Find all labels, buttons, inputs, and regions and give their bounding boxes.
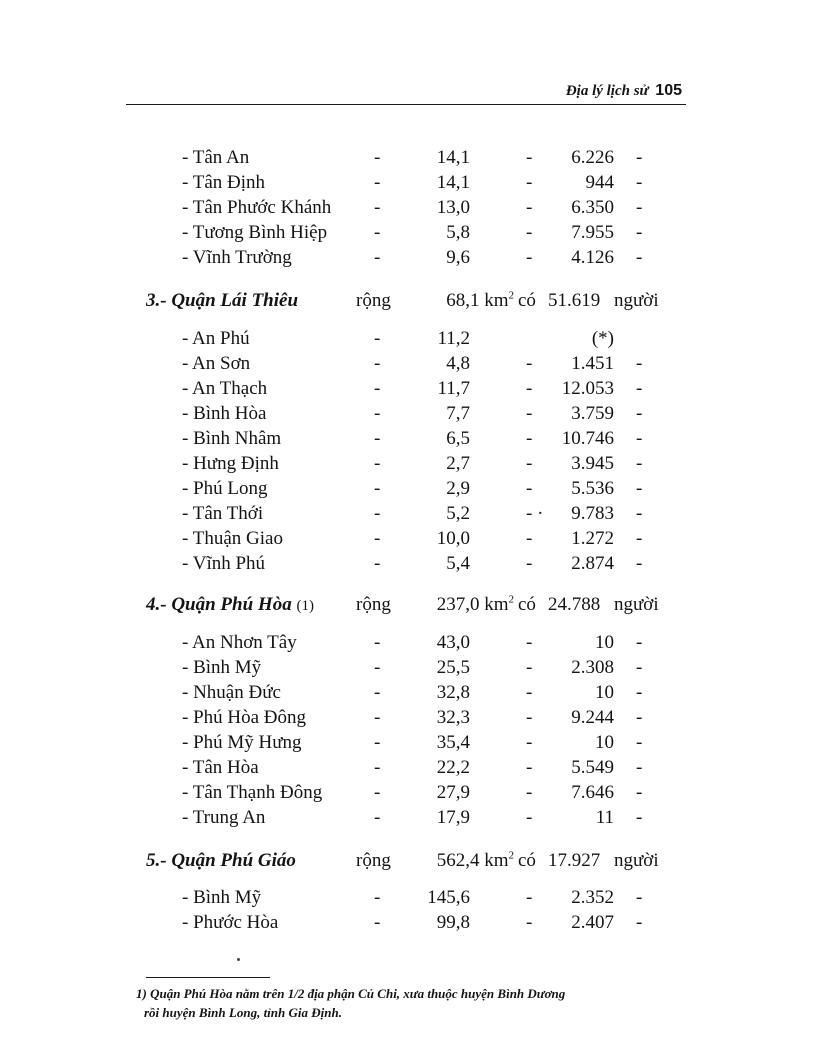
separator-dash: - <box>636 807 643 828</box>
area-exponent: 2 <box>508 593 514 606</box>
separator-dash: - · <box>526 503 544 524</box>
separator-dash: - <box>374 197 381 218</box>
area-value: 9,6 <box>446 247 470 268</box>
separator-dash: - <box>374 807 381 828</box>
population-value: 6.350 <box>571 197 614 218</box>
footnote-line-2: rồi huyện Bình Long, tỉnh Gia Định. <box>144 1005 342 1020</box>
separator-dash: - <box>526 782 533 803</box>
separator-dash: - <box>636 478 643 499</box>
separator-dash: - <box>526 222 533 243</box>
separator-dash: - <box>374 887 381 908</box>
separator-dash: - <box>636 503 643 524</box>
district-area-text: 68,1 km <box>446 290 509 311</box>
commune-name: - Bình Mỹ <box>182 887 262 908</box>
separator-dash: - <box>636 528 643 549</box>
separator-dash: - <box>526 172 533 193</box>
area-value: 7,7 <box>446 403 470 424</box>
commune-name: - Bình Nhâm <box>182 428 282 449</box>
area-value: 6,5 <box>446 428 470 449</box>
separator-dash: - <box>374 222 381 243</box>
commune-name: - Vĩnh Phú <box>182 553 266 574</box>
population-value: 7.955 <box>571 222 614 243</box>
separator-dash: - <box>374 478 381 499</box>
separator-dash: - <box>636 403 643 424</box>
area-value: 99,8 <box>436 912 470 933</box>
separator-dash: - <box>636 197 643 218</box>
population-value: 2.407 <box>571 912 614 933</box>
district-area <box>410 592 514 618</box>
population-value: 1.451 <box>571 353 614 374</box>
district-title-text: 5.- Quận Phú Giáo <box>146 850 296 871</box>
population-value: 10 <box>595 682 614 703</box>
separator-dash: - <box>526 528 533 549</box>
district-population: 17.927 <box>548 850 601 871</box>
running-header <box>126 82 686 105</box>
population-unit: người <box>614 290 659 311</box>
separator-dash: - <box>526 682 533 703</box>
separator-dash: - <box>526 553 533 574</box>
separator-dash: - <box>636 247 643 268</box>
separator-dash: - <box>374 553 381 574</box>
separator-dash: - <box>526 247 533 268</box>
footnote-line-1: 1) Quận Phú Hòa nằm trên 1/2 địa phận Củ Chi, xưa thuộc huyện Bình Dương <box>136 986 566 1001</box>
district-title-text: 4.- Quận Phú Hòa <box>146 594 292 615</box>
population-label: có <box>518 850 536 871</box>
population-value: 3.759 <box>571 403 614 424</box>
separator-dash: - <box>636 632 643 653</box>
area-value: 11,7 <box>437 378 470 399</box>
commune-name: - Tân Định <box>182 172 266 193</box>
separator-dash: - <box>374 403 381 424</box>
separator-dash: - <box>636 428 643 449</box>
population-value: 4.126 <box>571 247 614 268</box>
population-unit: người <box>614 850 659 871</box>
commune-name: - Tân Phước Khánh <box>182 197 332 218</box>
population-value: 5.536 <box>571 478 614 499</box>
separator-dash: - <box>636 453 643 474</box>
footnote <box>136 984 696 1022</box>
footnote-ref: (1) <box>296 598 314 614</box>
separator-dash: - <box>374 657 381 678</box>
separator-dash: - <box>526 757 533 778</box>
population-unit: người <box>614 594 659 615</box>
area-value: 5,4 <box>446 553 470 574</box>
area-value: 145,6 <box>427 887 470 908</box>
population-value: 10 <box>595 632 614 653</box>
separator-dash: - <box>374 632 381 653</box>
separator-dash: - <box>636 782 643 803</box>
area-value: 22,2 <box>436 757 470 778</box>
area-value: 4,8 <box>446 353 470 374</box>
commune-name: - An Nhơn Tây <box>182 632 297 653</box>
district-area <box>410 288 514 314</box>
header-label <box>566 82 682 100</box>
population-value: 2.874 <box>571 553 614 574</box>
area-exponent: 2 <box>508 849 514 862</box>
stray-dot <box>237 958 240 961</box>
commune-name: - Hưng Định <box>182 453 279 474</box>
area-value: 14,1 <box>436 147 470 168</box>
population-label: có <box>518 594 536 615</box>
commune-name: - Tân Thới <box>182 503 264 524</box>
commune-name: - An Thạch <box>182 378 268 399</box>
district-population: 24.788 <box>548 594 601 615</box>
population-value: 9.244 <box>571 707 614 728</box>
separator-dash: - <box>374 782 381 803</box>
separator-dash: - <box>526 732 533 753</box>
district-title <box>146 592 314 619</box>
area-value: 25,5 <box>436 657 470 678</box>
separator-dash: - <box>374 453 381 474</box>
separator-dash: - <box>636 222 643 243</box>
area-label: rộng <box>356 850 391 871</box>
population-value: 1.272 <box>571 528 614 549</box>
separator-dash: - <box>526 378 533 399</box>
area-value: 13,0 <box>436 197 470 218</box>
separator-dash: - <box>636 887 643 908</box>
commune-name: - Bình Mỹ <box>182 657 262 678</box>
population-value: 10.746 <box>561 428 614 449</box>
district-title-text: 3.- Quận Lái Thiêu <box>146 290 299 311</box>
commune-name: - Phú Hòa Đông <box>182 707 307 728</box>
commune-name: - Tân Hòa <box>182 757 259 778</box>
separator-dash: - <box>636 682 643 703</box>
header-title: Địa lý lịch sử <box>565 83 649 99</box>
commune-name: - Phước Hòa <box>182 912 279 933</box>
separator-dash: - <box>374 172 381 193</box>
separator-dash: - <box>374 528 381 549</box>
area-exponent: 2 <box>508 289 514 302</box>
separator-dash: - <box>374 503 381 524</box>
separator-dash: - <box>636 172 643 193</box>
area-value: 32,8 <box>436 682 470 703</box>
area-value: 14,1 <box>436 172 470 193</box>
separator-dash: - <box>526 707 533 728</box>
separator-dash: - <box>526 428 533 449</box>
separator-dash: - <box>526 147 533 168</box>
separator-dash: - <box>526 807 533 828</box>
area-value: 27,9 <box>436 782 470 803</box>
district-area-text: 237,0 km <box>436 594 509 615</box>
population-value: 944 <box>585 172 614 193</box>
commune-name: - An Sơn <box>182 353 251 374</box>
separator-dash: - <box>636 553 643 574</box>
page-number: 105 <box>655 82 682 99</box>
separator-dash: - <box>636 912 643 933</box>
commune-name: - Bình Hòa <box>182 403 267 424</box>
commune-name: - Vĩnh Trường <box>182 247 292 268</box>
separator-dash: - <box>374 328 381 349</box>
separator-dash: - <box>526 887 533 908</box>
commune-name: - An Phú <box>182 328 250 349</box>
population-value: (*) <box>591 328 614 349</box>
separator-dash: - <box>636 757 643 778</box>
separator-dash: - <box>636 732 643 753</box>
separator-dash: - <box>526 478 533 499</box>
separator-dash: - <box>636 353 643 374</box>
separator-dash: - <box>526 403 533 424</box>
separator-dash: - <box>374 428 381 449</box>
area-label: rộng <box>356 594 391 615</box>
area-value: 17,9 <box>436 807 470 828</box>
separator-dash: - <box>526 197 533 218</box>
population-value: 3.945 <box>571 453 614 474</box>
separator-dash: - <box>636 707 643 728</box>
area-label: rộng <box>356 290 391 311</box>
population-value: 6.226 <box>571 147 614 168</box>
footnote-separator <box>146 977 270 978</box>
separator-dash: - <box>374 147 381 168</box>
area-value: 5,2 <box>446 503 470 524</box>
population-value: 2.308 <box>571 657 614 678</box>
area-value: 43,0 <box>436 632 470 653</box>
population-value: 10 <box>595 732 614 753</box>
commune-name: - Phú Mỹ Hưng <box>182 732 302 753</box>
separator-dash: - <box>374 682 381 703</box>
separator-dash: - <box>526 453 533 474</box>
population-value: 7.646 <box>571 782 614 803</box>
separator-dash: - <box>636 378 643 399</box>
district-population: 51.619 <box>548 290 601 311</box>
commune-name: - Tân Thạnh Đông <box>182 782 323 803</box>
separator-dash: - <box>636 147 643 168</box>
district-title <box>146 288 298 314</box>
population-value: 11 <box>595 807 614 828</box>
separator-dash: - <box>374 732 381 753</box>
commune-name: - Phú Long <box>182 478 268 499</box>
population-label: có <box>518 290 536 311</box>
commune-name: - Tương Bình Hiệp <box>182 222 328 243</box>
area-value: 5,8 <box>446 222 470 243</box>
area-value: 32,3 <box>436 707 470 728</box>
population-value: 5.549 <box>571 757 614 778</box>
commune-name: - Nhuận Đức <box>182 682 281 703</box>
area-value: 10,0 <box>436 528 470 549</box>
area-value: 2,7 <box>446 453 470 474</box>
commune-name: - Thuận Giao <box>182 528 283 549</box>
separator-dash: - <box>526 912 533 933</box>
separator-dash: - <box>374 353 381 374</box>
area-value: 11,2 <box>437 328 470 349</box>
district-title <box>146 848 296 874</box>
area-value: 35,4 <box>436 732 470 753</box>
separator-dash: - <box>374 757 381 778</box>
separator-dash: - <box>374 707 381 728</box>
district-area <box>410 848 514 874</box>
population-value: 9.783 <box>571 503 614 524</box>
separator-dash: - <box>526 632 533 653</box>
separator-dash: - <box>526 353 533 374</box>
district-area-text: 562,4 km <box>436 850 509 871</box>
population-value: 12.053 <box>561 378 614 399</box>
commune-name: - Tân An <box>182 147 250 168</box>
separator-dash: - <box>374 912 381 933</box>
separator-dash: - <box>374 378 381 399</box>
separator-dash: - <box>526 657 533 678</box>
separator-dash: - <box>374 247 381 268</box>
population-value: 2.352 <box>571 887 614 908</box>
area-value: 2,9 <box>446 478 470 499</box>
commune-name: - Trung An <box>182 807 266 828</box>
separator-dash: - <box>636 657 643 678</box>
